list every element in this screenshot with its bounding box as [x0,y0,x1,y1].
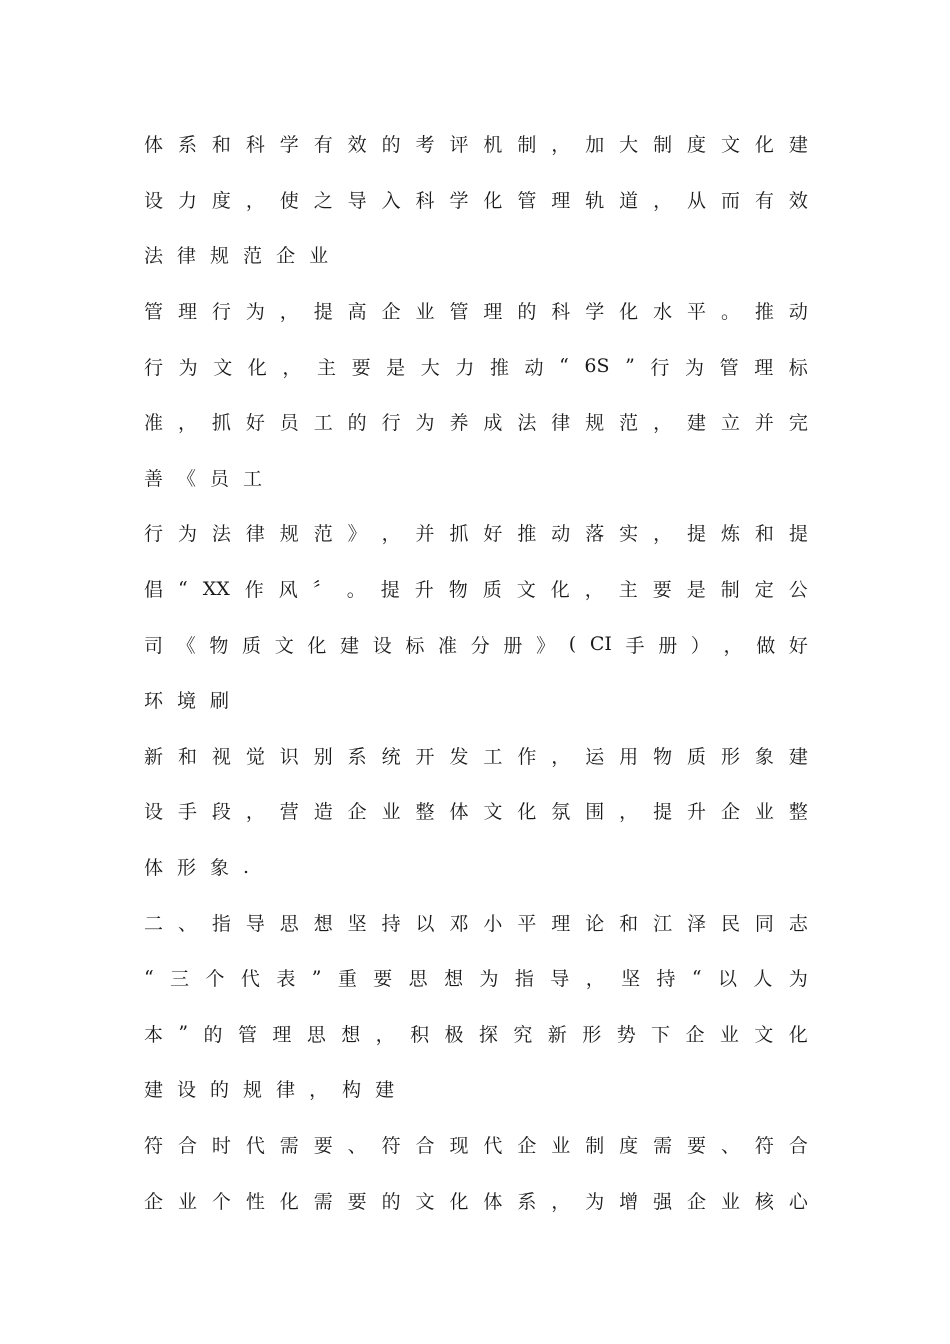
text-line: 善 《 员 工 [144,467,263,490]
text-line: 本 ” 的 管 理 思 想 ， 积 极 探 究 新 形 势 下 企 业 文 化 [144,1022,808,1046]
text-line: 体 系 和 科 学 有 效 的 考 评 机 制 ， 加 大 制 度 文 化 建 [144,134,808,157]
text-line: 体 形 象 . [144,855,250,880]
text-line: 二 、 指 导 思 想 坚 持 以 邓 小 平 理 论 和 江 泽 民 同 志 [144,912,808,935]
text-line: 法 律 规 范 企 业 [144,245,329,268]
text-line: 管 理 行 为 ， 提 高 企 业 管 理 的 科 学 化 水 平 。 推 动 [144,301,808,324]
text-line: 倡 “ XX 作 风 〞 。 提 升 物 质 文 化 ， 主 要 是 制 定 公 [144,577,808,602]
text-line: 准 ， 抓 好 员 工 的 行 为 养 成 法 律 规 范 ， 建 立 并 完 [144,412,808,435]
text-line: 行 为 法 律 规 范 》 ， 并 抓 好 推 动 落 实 ， 提 炼 和 提 [144,523,808,546]
text-line: 环 境 刷 [144,690,230,713]
text-line: 建 设 的 规 律 ， 构 建 [144,1079,395,1102]
text-line: 新 和 视 觉 识 别 系 统 开 发 工 作 ， 运 用 物 质 形 象 建 [144,745,808,768]
text-line: 企 业 个 性 化 需 要 的 文 化 体 系 ， 为 增 强 企 业 核 心 [144,1190,808,1213]
body-text [144,116,808,1228]
text-line: 司 《 物 质 文 化 建 设 标 准 分 册 》 ( CI 手 册 ） ， 做 好 [144,633,808,657]
text-line: “ 三 个 代 表 ” 重 要 思 想 为 指 导 ， 坚 持 “ 以 人 为 [144,966,808,991]
text-line: 符 合 时 代 需 要 、 符 合 现 代 企 业 制 度 需 要 、 符 合 [144,1134,808,1157]
text-line: 行 为 文 化 ， 主 要 是 大 力 推 动 “ 6S ” 行 为 管 理 标 [144,355,808,379]
text-line: 设 手 段 ， 营 造 企 业 整 体 文 化 氛 围 ， 提 升 企 业 整 [144,801,808,824]
text-line: 设 力 度 ， 使 之 导 入 科 学 化 管 理 轨 道 ， 从 而 有 效 [144,189,808,212]
